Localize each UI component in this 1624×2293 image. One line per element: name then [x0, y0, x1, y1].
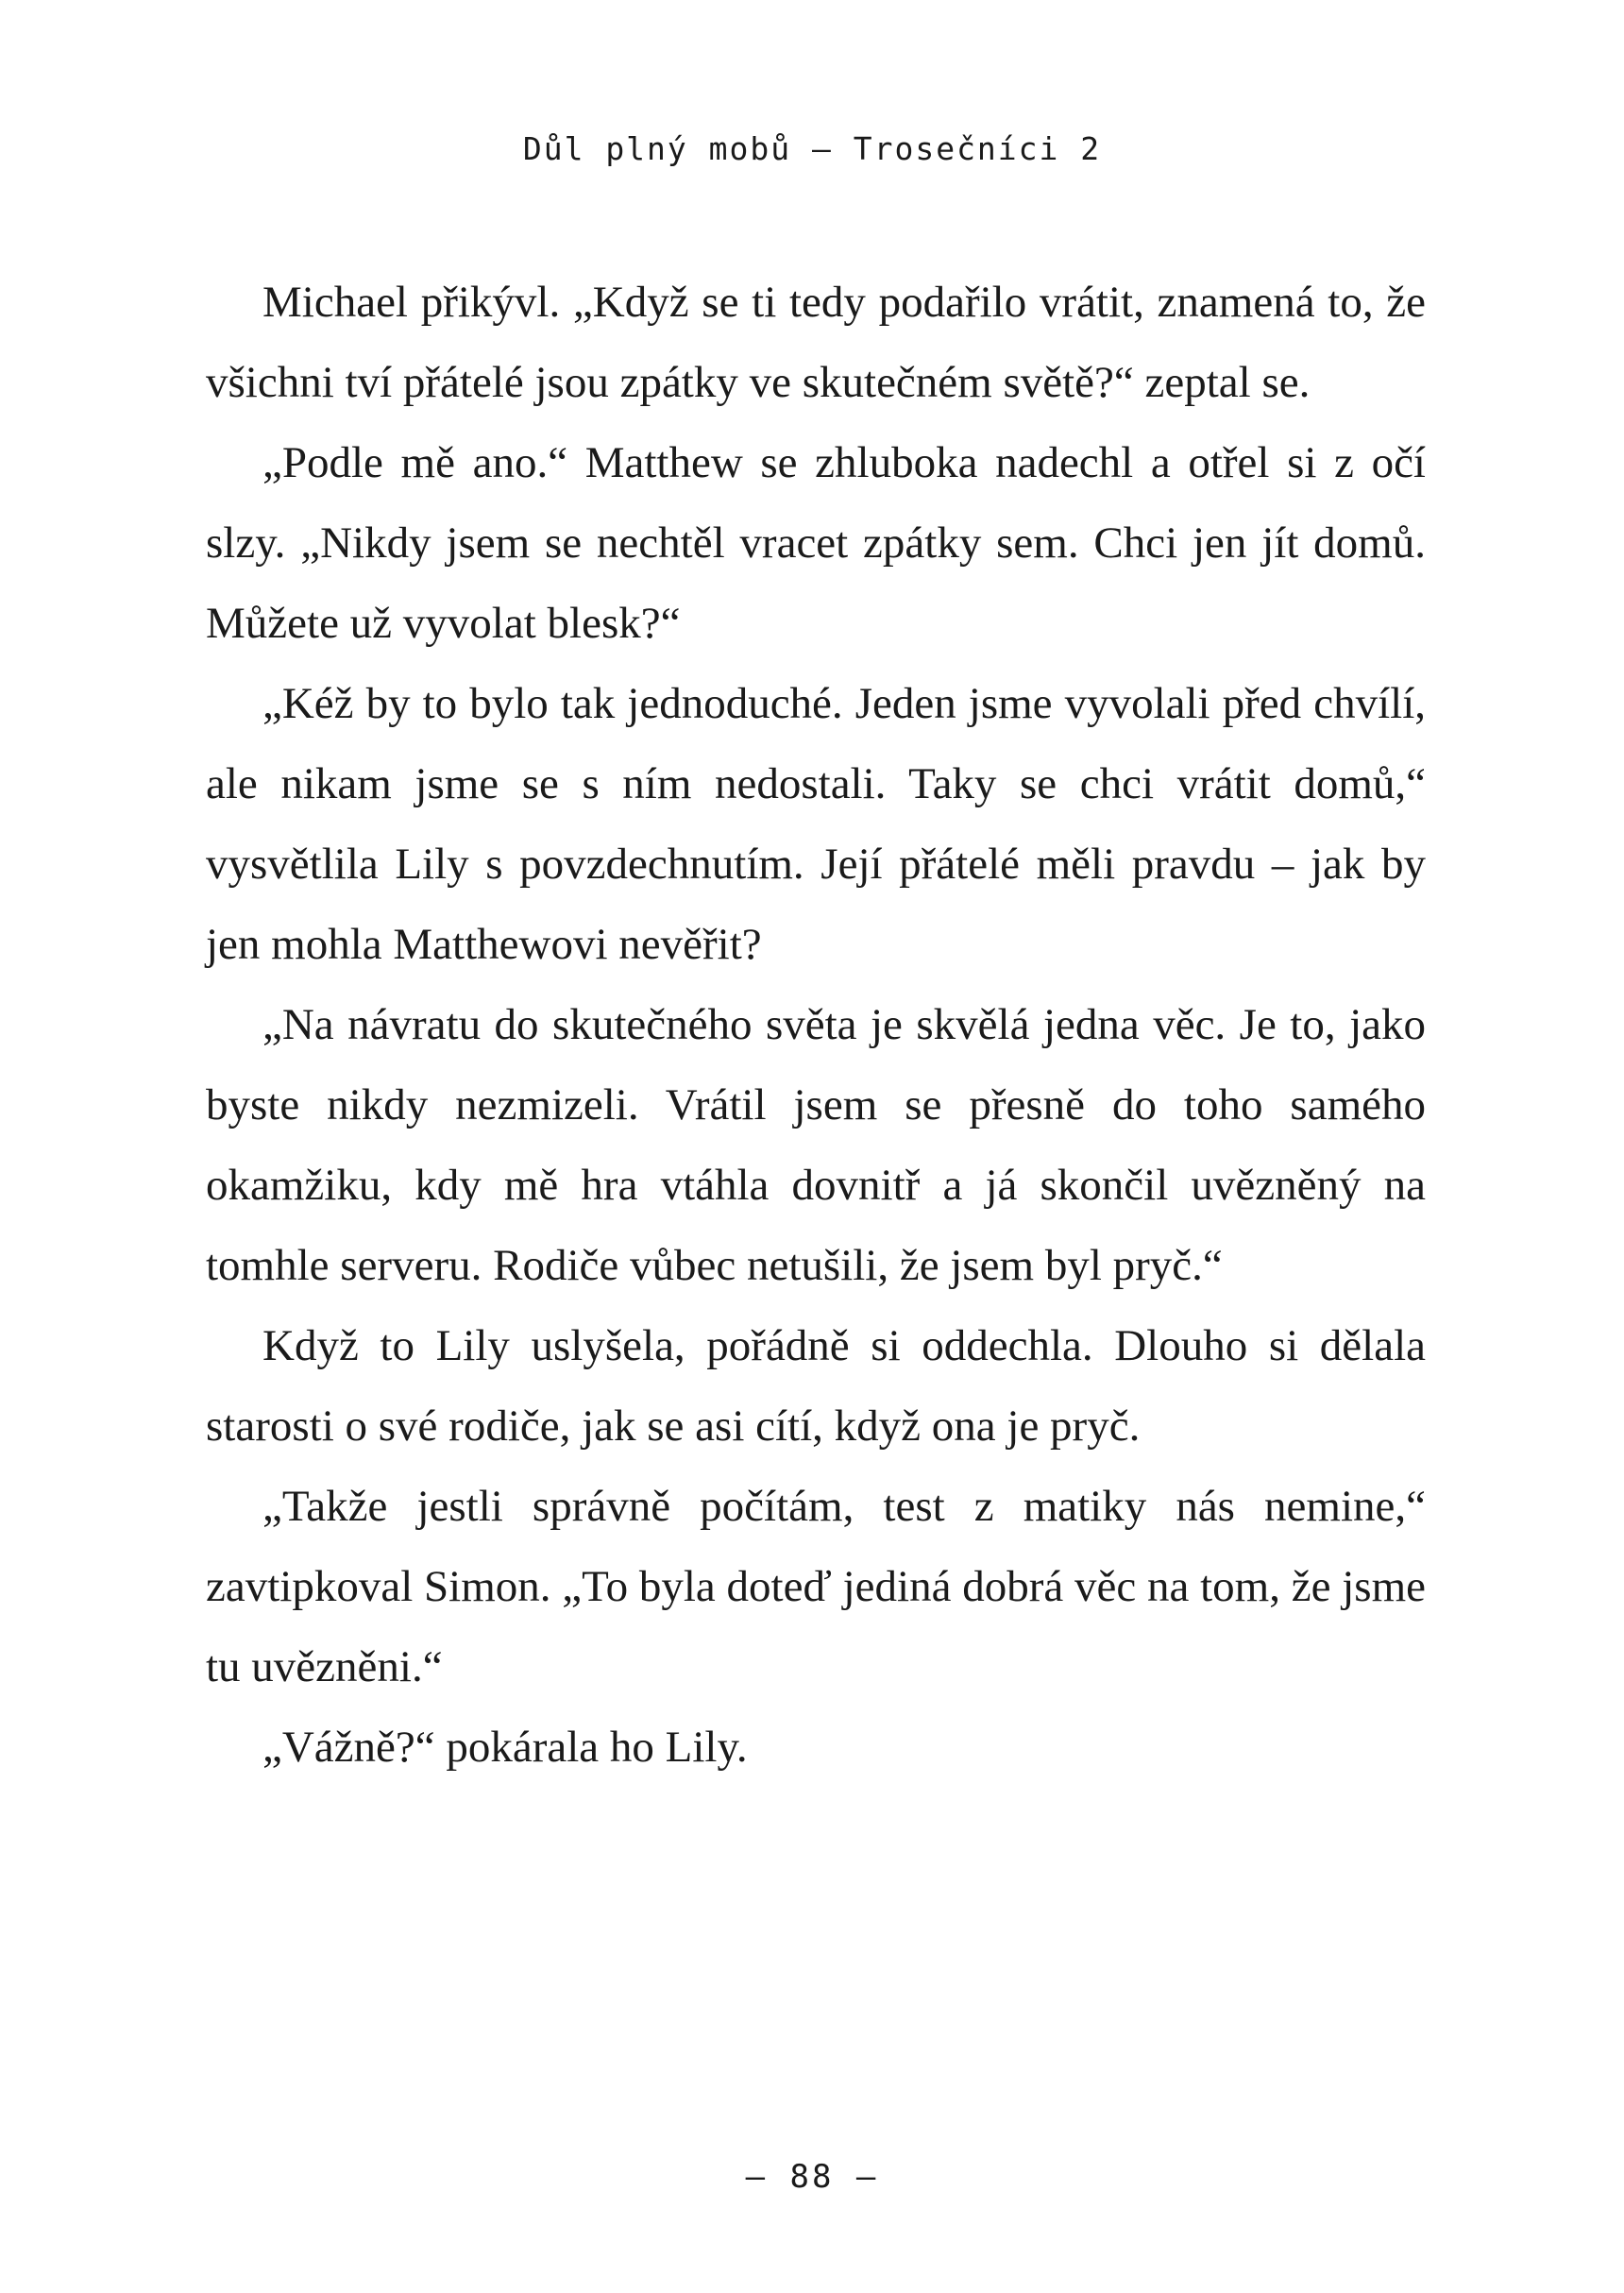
paragraph: „Takže jestli správně počítám, test z matiky nás nemine,“ zavtipkoval Simon. „To byla doteď jediná dobrá věc na tom, že jsme tu uvězněni.“ [206, 1482, 1426, 1691]
running-header: Důl plný mobů – Trosečníci 2 [522, 130, 1102, 167]
paragraph: Když to Lily uslyšela, pořádně si oddechla. Dlouho si dělala starosti o své rodiče, jak se asi cítí, když ona je pryč. [206, 1321, 1426, 1451]
paragraph: „Vážně?“ pokárala ho Lily. [262, 1723, 748, 1772]
page-number: – 88 – [745, 2158, 879, 2196]
body-text [206, 263, 1426, 1788]
paragraph: „Podle mě ano.“ Matthew se zhluboka nadechl a otřel si z očí slzy. „Nikdy jsem se nechtěl vracet zpátky sem. Chci jen jít domů. Můžete už vyvolat blesk?“ [206, 438, 1426, 648]
paragraph: Michael přikývl. „Když se ti tedy podařilo vrátit, znamená to, že všichni tví přátelé jsou zpátky ve skutečném světě?“ zeptal se. [206, 278, 1426, 407]
paragraph: „Kéž by to bylo tak jednoduché. Jeden jsme vyvolali před chvílí, ale nikam jsme se s ním nedostali. Taky se chci vrátit domů,“ vysvětlila Lily s povzdechnutím. Její přátelé měli pravdu – jak by jen mohla Matthewovi nevěřit? [206, 679, 1426, 969]
paragraph: „Na návratu do skutečného světa je skvělá jedna věc. Je to, jako byste nikdy nezmizeli. Vrátil jsem se přesně do toho samého okamžiku, kdy mě hra vtáhla dovnitř a já skončil uvězněný na tomhle serveru. Rodiče vůbec netušili, že jsem byl pryč.“ [206, 1000, 1426, 1290]
